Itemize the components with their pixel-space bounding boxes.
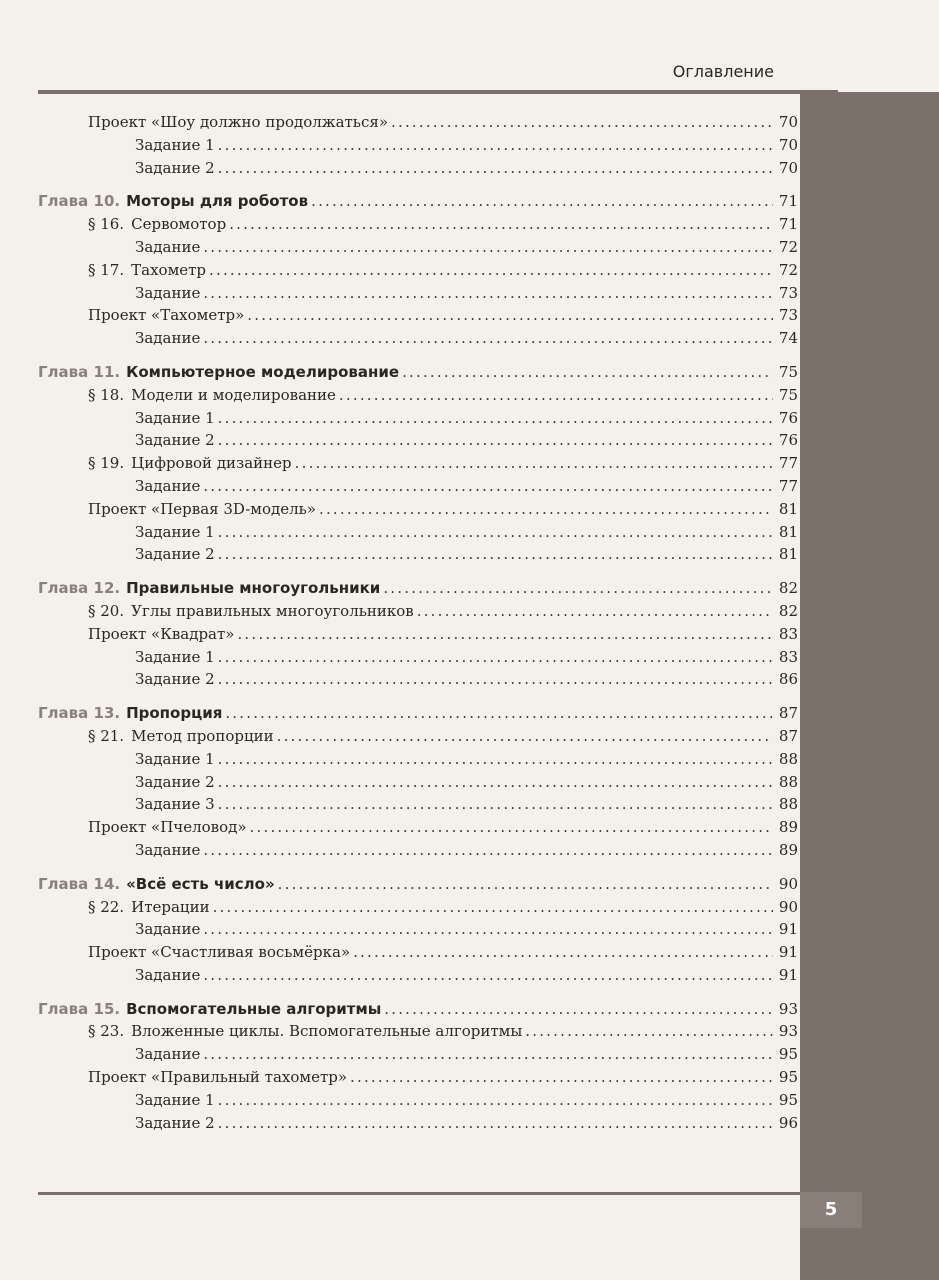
toc-entry-row [38, 793, 798, 816]
section-number: § 16. [88, 215, 125, 234]
chapter-number: Глава 11. [38, 362, 121, 381]
toc-entry-row [38, 304, 798, 327]
toc-page-number: 81 [778, 499, 798, 518]
page-number-badge [800, 1192, 862, 1228]
dot-leader [203, 839, 773, 862]
dot-leader [203, 1043, 773, 1066]
toc-page-number: 75 [778, 385, 798, 404]
section-number: § 19. [88, 454, 125, 473]
toc-page-number: 87 [778, 704, 798, 723]
toc-page-number: 89 [778, 840, 798, 859]
toc-entry-row [38, 771, 798, 794]
dot-leader [203, 282, 773, 305]
toc-chapter-row [38, 702, 798, 725]
dot-leader [218, 793, 773, 816]
dot-leader [247, 304, 773, 327]
toc-entry-title: Пропорция [126, 704, 223, 723]
section-number: § 18. [88, 385, 125, 404]
toc-page-number: 93 [778, 999, 798, 1018]
toc-entry-title: Углы правильных многоугольников [131, 601, 414, 620]
dot-leader [319, 498, 773, 521]
toc-entry-row [38, 941, 798, 964]
dot-leader [218, 646, 773, 669]
toc-entry-title: Задание 2 [135, 431, 215, 450]
toc-entry-row [38, 748, 798, 771]
dot-leader [225, 702, 773, 725]
toc-entry-title: Задание 1 [135, 522, 215, 541]
toc-entry-title: Задание [135, 329, 201, 348]
toc-entry-row [38, 1089, 798, 1112]
toc-entry-title: Модели и моделирование [131, 385, 336, 404]
toc-entry-title: Задание [135, 283, 201, 302]
toc-entry-title: Метод пропорции [131, 726, 274, 745]
toc-entry-row [38, 816, 798, 839]
toc-page-number: 93 [778, 1022, 798, 1041]
dot-leader [218, 429, 773, 452]
toc-page-number: 83 [778, 647, 798, 666]
toc-entry-row [38, 498, 798, 521]
toc-entry-title: Проект «Правильный тахометр» [88, 1068, 348, 1087]
toc-entry-title: Задание 1 [135, 408, 215, 427]
toc-entry-row [38, 1112, 798, 1135]
dot-leader [203, 236, 773, 259]
dot-leader [350, 1066, 773, 1089]
toc-page-number: 70 [778, 135, 798, 154]
toc-chapter-row [38, 998, 798, 1021]
toc-entry-title: Задание 2 [135, 545, 215, 564]
toc-entry-title: Сервомотор [131, 215, 227, 234]
toc-entry-title: Задание [135, 1045, 201, 1064]
toc-entry-title: Вложенные циклы. Вспомогательные алгоритмы [131, 1022, 523, 1041]
toc-page-number: 90 [778, 874, 798, 893]
toc-entry-title: Моторы для роботов [126, 192, 309, 211]
toc-entry-row [38, 839, 798, 862]
toc-page-number: 77 [778, 454, 798, 473]
toc-page-number: 91 [778, 920, 798, 939]
toc-entry-row [38, 1066, 798, 1089]
dot-leader [311, 190, 773, 213]
toc-entry-row [38, 429, 798, 452]
toc-entry-row [38, 259, 798, 282]
toc-entry-row [38, 282, 798, 305]
toc-page-number: 86 [778, 670, 798, 689]
toc-page-number: 95 [778, 1068, 798, 1087]
sidebar-top-margin [800, 0, 939, 92]
toc-entry-title: Проект «Пчеловод» [88, 818, 247, 837]
toc-chapter-row [38, 190, 798, 213]
toc-entry-title: Задание [135, 965, 201, 984]
dot-leader [203, 918, 773, 941]
chapter-number: Глава 12. [38, 579, 121, 598]
toc-entry-row [38, 236, 798, 259]
dot-leader [229, 213, 773, 236]
toc-entry-title: Компьютерное моделирование [126, 362, 400, 381]
toc-entry-row [38, 543, 798, 566]
toc-entry-title: Цифровой дизайнер [131, 454, 292, 473]
page-number: 5 [824, 1199, 838, 1220]
dot-leader [339, 384, 773, 407]
header-divider [38, 90, 838, 94]
dot-leader [218, 1089, 773, 1112]
toc-chapter-row [38, 577, 798, 600]
page-header-title: Оглавление [672, 62, 774, 81]
toc-entry-title: Задание [135, 476, 201, 495]
dot-leader [203, 327, 773, 350]
toc-entry-title: Итерации [131, 897, 210, 916]
toc-entry-row [38, 600, 798, 623]
toc-entry-title: Задание 1 [135, 749, 215, 768]
toc-entry-title: Задание 3 [135, 795, 215, 814]
dot-leader [295, 452, 773, 475]
toc-entry-row [38, 134, 798, 157]
toc-page-number: 72 [778, 237, 798, 256]
section-number: § 22. [88, 897, 125, 916]
toc-page-number: 73 [778, 306, 798, 325]
toc-entry-row [38, 407, 798, 430]
toc-entry-row [38, 521, 798, 544]
dot-leader [417, 600, 773, 623]
dot-leader [218, 668, 773, 691]
dot-leader [218, 134, 773, 157]
toc-page-number: 91 [778, 965, 798, 984]
toc-page-number: 76 [778, 408, 798, 427]
dot-leader [237, 623, 773, 646]
toc-entry-row [38, 1043, 798, 1066]
dot-leader [384, 998, 773, 1021]
toc-page-number: 70 [778, 113, 798, 131]
toc-entry-title: Задание [135, 840, 201, 859]
toc-entry-row [38, 668, 798, 691]
toc-entry-row [38, 475, 798, 498]
toc-entry-title: Правильные многоугольники [126, 579, 381, 598]
toc-chapter-row [38, 361, 798, 384]
dot-leader [383, 577, 773, 600]
toc-entry-title: Задание 2 [135, 772, 215, 791]
toc-page-number: 89 [778, 818, 798, 837]
toc-entry-row [38, 213, 798, 236]
toc-entry-title: Задание 2 [135, 1113, 215, 1132]
toc-page-number: 91 [778, 943, 798, 962]
dot-leader [203, 964, 773, 987]
footer-divider [38, 1192, 800, 1195]
toc-page-number: 88 [778, 795, 798, 814]
toc-chapter-row [38, 873, 798, 896]
toc-entry-row [38, 918, 798, 941]
toc-page-number: 95 [778, 1090, 798, 1109]
page-header [38, 56, 800, 90]
dot-leader [209, 259, 773, 282]
toc-entry-row [38, 646, 798, 669]
dot-leader [525, 1020, 773, 1043]
dot-leader [218, 521, 773, 544]
section-number: § 17. [88, 260, 125, 279]
toc-page-number: 81 [778, 522, 798, 541]
toc-page-number: 73 [778, 283, 798, 302]
toc-entry-row [38, 896, 798, 919]
section-number: § 21. [88, 726, 125, 745]
toc-entry-row [38, 157, 798, 180]
chapter-number: Глава 10. [38, 192, 121, 211]
dot-leader [203, 475, 773, 498]
toc-entry-title: Проект «Шоу должно продолжаться» [88, 113, 389, 131]
dot-leader [218, 157, 773, 180]
toc-entry-title: Задание 1 [135, 135, 215, 154]
toc-page-number: 71 [778, 215, 798, 234]
toc-entry-title: Задание 1 [135, 647, 215, 666]
dot-leader [218, 407, 773, 430]
toc-entry-title: Проект «Счастливая восьмёрка» [88, 943, 351, 962]
toc-entry-title: Тахометр [131, 260, 207, 279]
toc-entry-row [38, 327, 798, 350]
toc-entry-title: Проект «Квадрат» [88, 624, 235, 643]
toc-entry-row [38, 452, 798, 475]
dot-leader [218, 771, 773, 794]
section-number: § 20. [88, 601, 125, 620]
dot-leader [218, 543, 773, 566]
toc-page-number: 76 [778, 431, 798, 450]
chapter-number: Глава 15. [38, 999, 121, 1018]
toc-page-number: 82 [778, 601, 798, 620]
toc-page-number: 95 [778, 1045, 798, 1064]
toc-entry-row [38, 1020, 798, 1043]
toc-page-number: 87 [778, 726, 798, 745]
dot-leader [402, 361, 773, 384]
toc-page-number: 90 [778, 897, 798, 916]
table-of-contents [38, 111, 798, 1134]
dot-leader [213, 896, 773, 919]
toc-page-number: 81 [778, 545, 798, 564]
toc-entry-row [38, 384, 798, 407]
toc-entry-title: Вспомогательные алгоритмы [126, 999, 382, 1018]
toc-entry-title: Проект «Тахометр» [88, 306, 245, 325]
toc-page-number: 96 [778, 1113, 798, 1132]
toc-entry-title: Задание 2 [135, 158, 215, 177]
dot-leader [250, 816, 773, 839]
toc-entry-row [38, 964, 798, 987]
toc-entry-row [38, 111, 798, 134]
chapter-number: Глава 13. [38, 704, 121, 723]
toc-page-number: 75 [778, 362, 798, 381]
toc-entry-row [38, 623, 798, 646]
dot-leader [218, 748, 773, 771]
dot-leader [391, 111, 773, 134]
toc-entry-title: «Всё есть число» [126, 874, 275, 893]
dot-leader [278, 873, 773, 896]
toc-page-number: 71 [778, 192, 798, 211]
dot-leader [218, 1112, 773, 1135]
toc-page-number: 82 [778, 579, 798, 598]
toc-entry-title: Задание 1 [135, 1090, 215, 1109]
toc-page-number: 77 [778, 476, 798, 495]
toc-page-number: 88 [778, 772, 798, 791]
section-number: § 23. [88, 1022, 125, 1041]
toc-entry-title: Задание [135, 920, 201, 939]
toc-page-number: 74 [778, 329, 798, 348]
chapter-number: Глава 14. [38, 874, 121, 893]
toc-page-number: 70 [778, 158, 798, 177]
toc-entry-row [38, 725, 798, 748]
toc-entry-title: Задание [135, 237, 201, 256]
dot-leader [353, 941, 773, 964]
toc-page-number: 72 [778, 260, 798, 279]
decorative-sidebar [800, 92, 939, 1280]
toc-entry-title: Задание 2 [135, 670, 215, 689]
toc-page-number: 83 [778, 624, 798, 643]
dot-leader [277, 725, 773, 748]
toc-entry-title: Проект «Первая 3D-модель» [88, 499, 316, 518]
toc-page-number: 88 [778, 749, 798, 768]
